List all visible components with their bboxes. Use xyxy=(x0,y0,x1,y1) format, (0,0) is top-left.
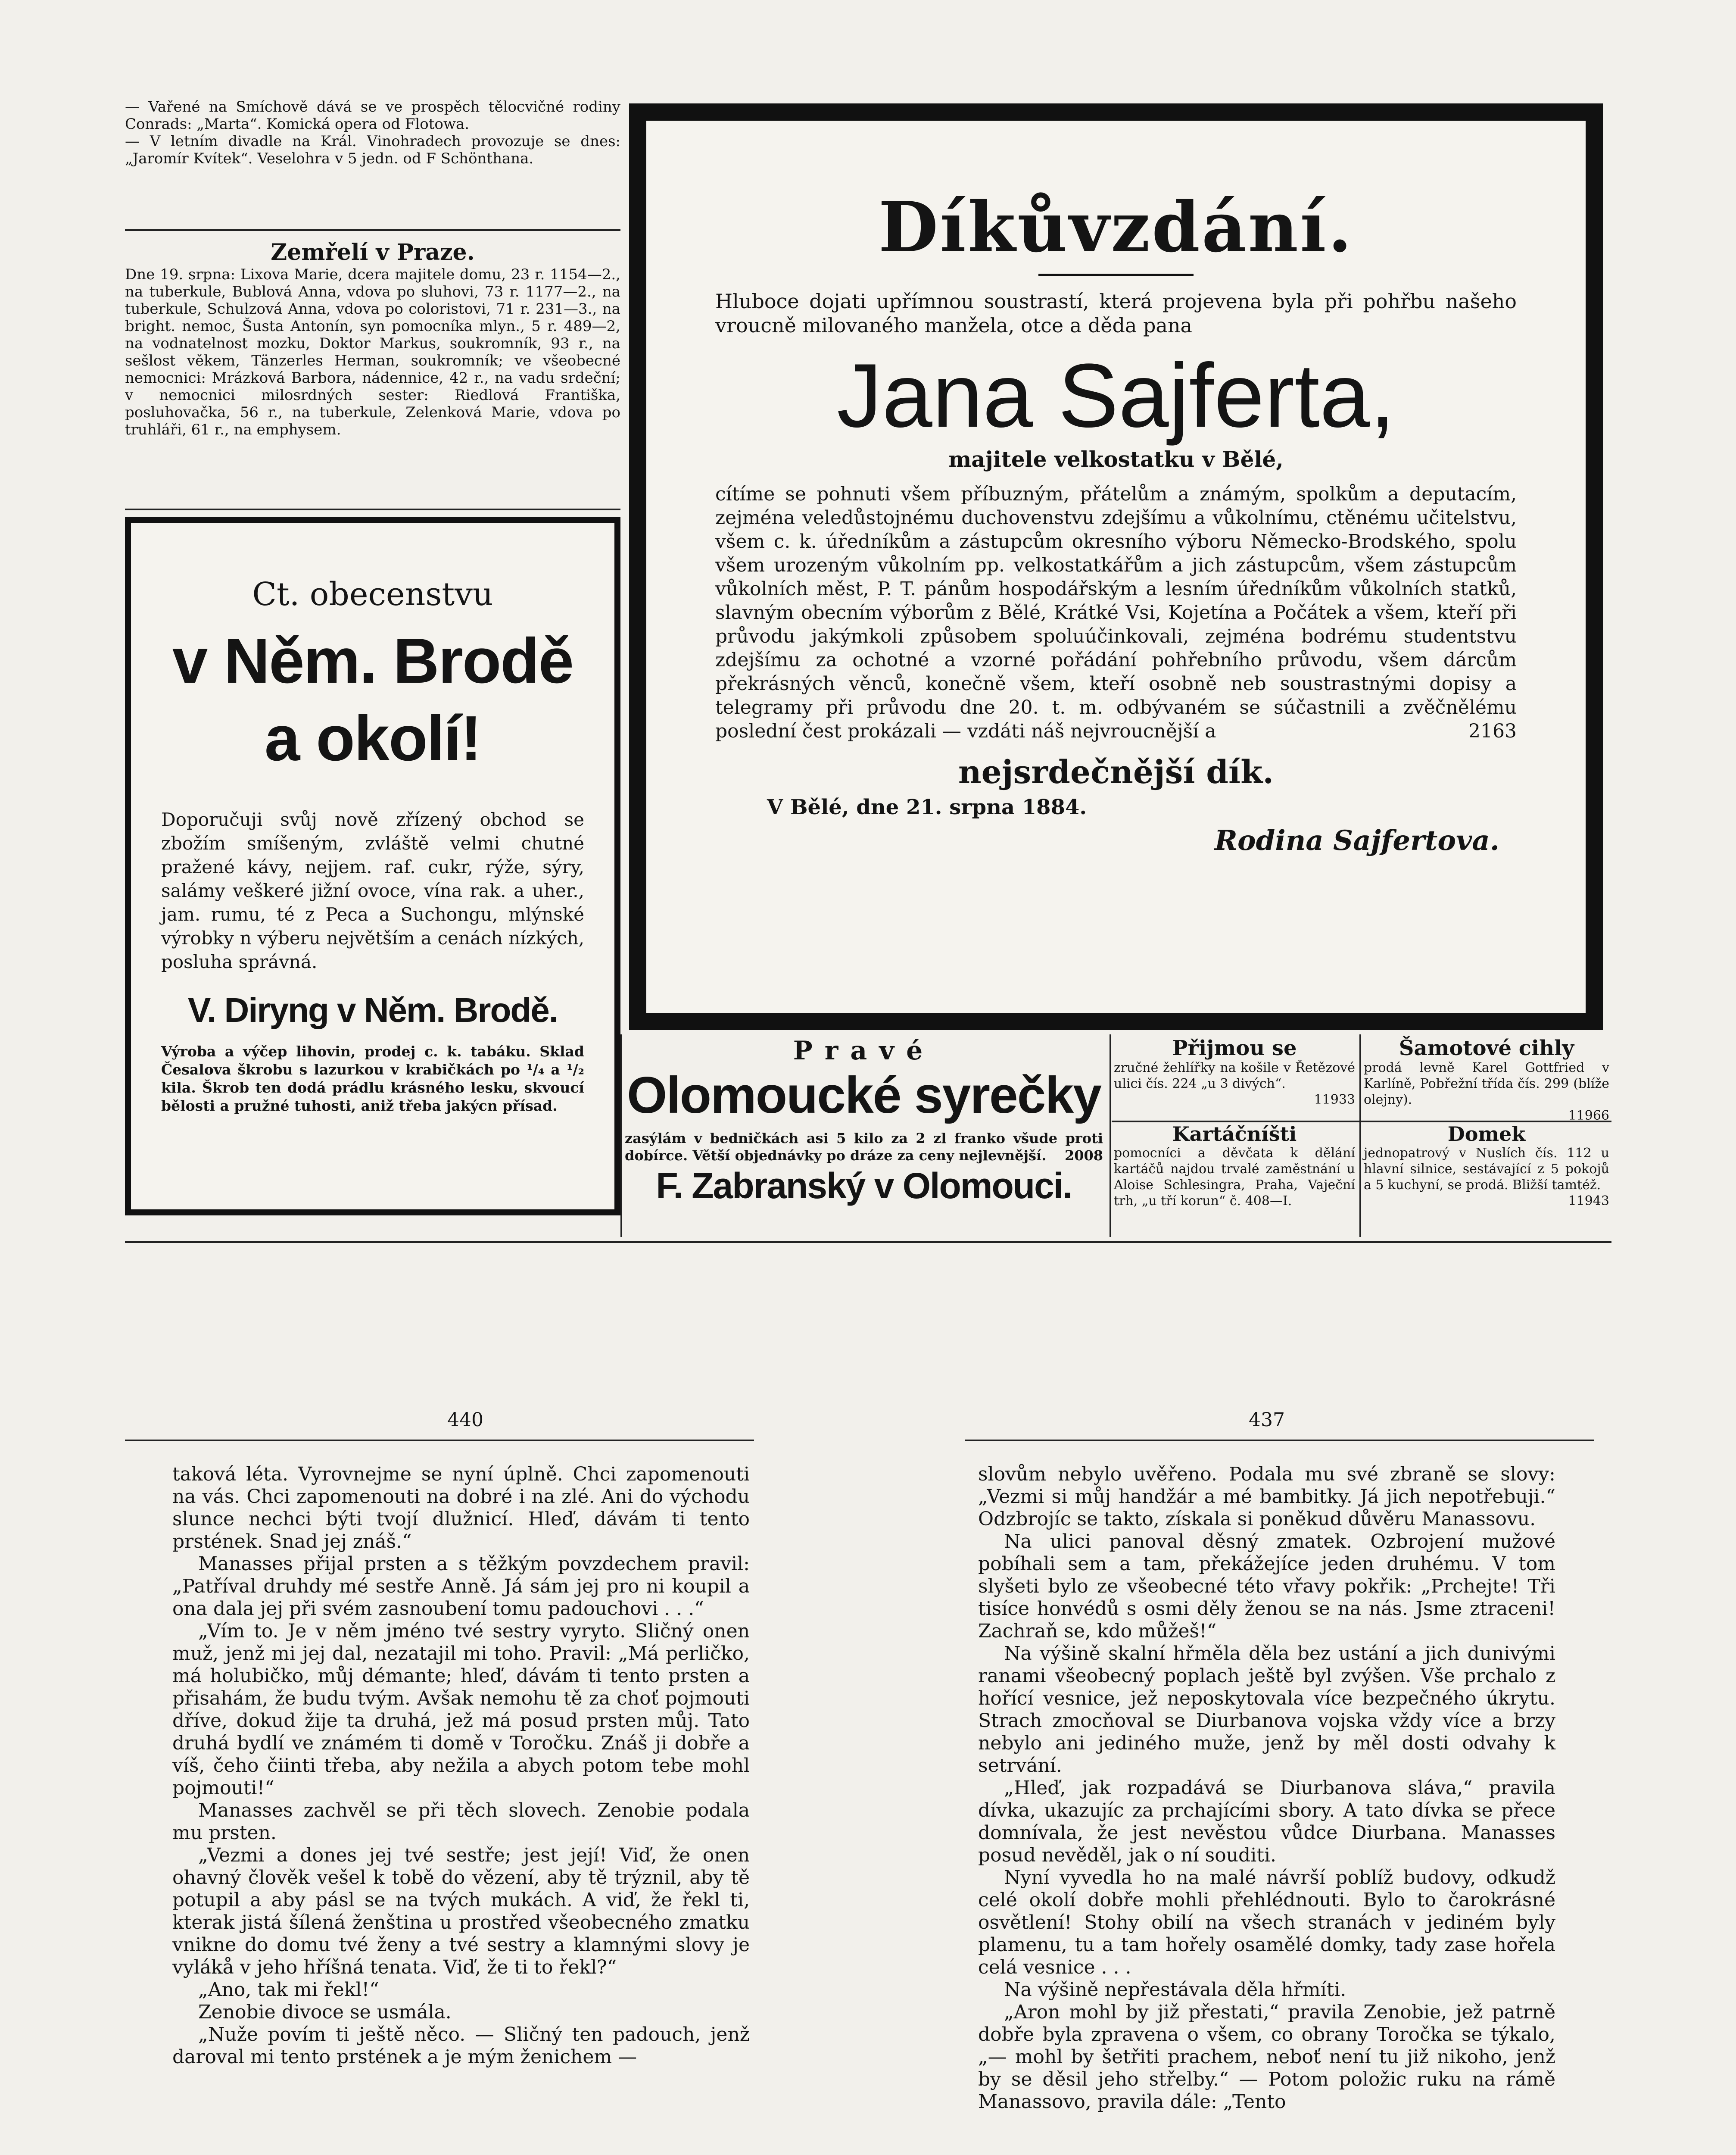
divider xyxy=(125,1440,754,1441)
story-paragraph: Na ulici panoval děsný zmatek. Ozbrojení mužové pobíhali sem a tam, překážejíce jeden druhému. V tom slyšeti bylo ze všeobecné této vřavy pokřik: „Prchejte! Tři tisíce honvédů s osmi děly ženou se na nás. Jsme ztraceni! Zachraň se, kdo můžeš!“ xyxy=(978,1530,1555,1642)
story-paragraph: „Hleď, jak rozpadává se Diurbanova sláva,“ pravila dívka, ukazujíc za prchajícími sbory. A tato dívka se přece domnívala, že jest nevěstou vůdce Diurbana. Manasses posud nevěděl, jak o ní souditi. xyxy=(978,1777,1555,1866)
classified-1 xyxy=(1114,1037,1355,1108)
syrecky-body-text: zasýlám v bedničkách asi 5 kilo za 2 zl franko všude proti dobírce. Větší objednávky po dráze za ceny nejlevnější. xyxy=(625,1130,1103,1164)
deaths-text: Dne 19. srpna: Lixova Marie, dcera majitele domu, 23 r. 1154—2., na tuberkule, Bublová Anna, vdova po sluhovi, 73 r. 1177—2., na tuberkule, Schulzová Anna, vdova po coloristovi, 71 r. 231—3., na bright. nemoc, Šusta Antonín, syn pomocníka mlyn., 5 r. 489—2, na vodnatelnost mozku, Doktor Markus, soukromník, 93 r., na sešlost věkem, Tänzerles Herman, soukromník; ve všeobecné nemocnici: Mrázková Barbora, nádennice, 42 r., na vadu srdeční; v nemocnici milosrdných sester: Riedlová Františka, posluhovačka, 56 r., na tuberkule, Zelenková Marie, vdova po truhláři, 61 r., na emphysem. xyxy=(125,266,620,438)
thanks-code: 2163 xyxy=(1468,720,1517,742)
thanks-title: Díkůvzdání. xyxy=(878,187,1354,268)
thanks-place-date: V Bělé, dne 21. srpna 1884. xyxy=(767,795,1087,819)
thanks-body xyxy=(715,482,1517,743)
syrecky-headline: Olomoucké syrečky xyxy=(627,1066,1101,1124)
notice-smichov: — Vařené na Smíchově dává se ve prospěch tělocvičné rodiny Conrads: „Marta“. Komická opera od Flotowa. xyxy=(125,98,620,133)
classified-title: Přijmou se xyxy=(1172,1036,1297,1060)
ornament-divider xyxy=(1038,274,1194,276)
syrecky-signature: F. Zabranský v Olomouci. xyxy=(656,1165,1072,1206)
theatre-notices xyxy=(125,98,620,167)
ad-greeting: Ct. obecenstvu xyxy=(252,576,493,613)
syrecky-code: 2008 xyxy=(1064,1147,1103,1164)
divider xyxy=(620,1034,622,1237)
story-paragraph: „Vím to. Je v něm jméno tvé sestry vyryto. Sličný onen muž, jenž mi jej dal, nezatajil mi toho. Pravil: „Má perličko, má holubičko, můj démante; hleď, dávám ti tento prsten a přisahám, že budu tvým. Avšak nemohu tě za choť pojmouti dříve, dokud žije ta druhá, jež má posud prsten můj. Tato druhá bydlí ve známém ti domě v Toročku. Znáš ji dobře a víš, čeho čiinti třeba, aby nežila a abych potom tebe mohl pojmouti!“ xyxy=(172,1620,750,1799)
page-number-right: 437 xyxy=(1249,1409,1285,1431)
story-paragraph: Na výšině skalní hřměla děla bez ustání a jich dunivými ranami všeobecný poplach ještě byl zvýšen. Vše prchalo z hořící vesnice, jež neposkytovala více bezpečného úkrytu. Strach zmocňoval se Diurbanova vojska vždy více a brzy nebylo ani jediného muže, jenž by měl dosti odvahy k setrvání. xyxy=(978,1643,1555,1777)
syrecky-body xyxy=(625,1130,1103,1164)
divider xyxy=(965,1440,1594,1441)
deceased-role: majitele velkostatku v Bělé, xyxy=(948,447,1284,472)
deaths-section xyxy=(125,239,620,438)
classified-title: Domek xyxy=(1447,1122,1526,1146)
story-paragraph: Na výšině nepřestávala děla hřmíti. xyxy=(1004,1979,1346,2001)
story-paragraph: Nyní vyvedla ho na malé návrší poblíž budovy, odkudž celé okolí dobře mohli přehlédnouti. Bylo to čarokrásné osvětlení! Stohy obilí na všech stranách v jediném byly plamenu, tu a tam hořely osamělé domky, tady zase hořela celá vesnice . . . xyxy=(978,1867,1555,1978)
story-paragraph: taková léta. Vyrovnejme se nyní úplně. Chci zapomenouti na vás. Chci zapomenouti na dobré i na zlé. Ani do východu slunce nechci býti tvojí dlužnicí. Hleď, dávám ti tento prstének. Snad jej znáš.“ xyxy=(172,1463,750,1552)
divider xyxy=(1110,1034,1111,1237)
divider xyxy=(125,509,620,510)
classified-text: prodá levně Karel Gottfried v Karlíně, Pobřežní třída čís. 299 (blíže olejny). xyxy=(1364,1060,1609,1107)
classified-title: Šamotové cihly xyxy=(1399,1036,1574,1060)
ad-footer: Výroba a výčep lihovin, prodej c. k. tabáku. Sklad Česalova škrobu s lazurkou v krabičkách po ¹/₄ a ¹/₂ kila. Škrob ten dodá prádlu krásného lesku, skvoucí bělosti a pružné tuhosti, aniž třeba jakýcn přísad. xyxy=(161,1043,584,1114)
classified-code: 11933 xyxy=(1314,1092,1355,1107)
thanks-notice xyxy=(629,103,1603,1030)
classified-3 xyxy=(1114,1123,1355,1209)
page-number-left: 440 xyxy=(447,1409,483,1431)
story-paragraph: „Ano, tak mi řekl!“ xyxy=(198,1979,379,2001)
story-paragraph: „Aron mohl by již přestati,“ pravila Zenobie, jež patrně dobře byla zpravena o všem, co obrany Toročka se týkalo, „— mohl by šetřiti prachem, neboť není tu již nikoho, jenž by se děsil jeho střelby.“ — Potom položic ruku na rámě Manassovo, pravila dále: „Tento xyxy=(978,2001,1555,2113)
syrecky-pre: Pravé xyxy=(793,1036,935,1066)
classified-code: 11943 xyxy=(1568,1193,1609,1209)
story-paragraph: „Nuže povím ti ještě něco. — Sličný ten padouch, jenž daroval mi tento prstének a je mým ženichem — xyxy=(172,2024,750,2068)
ad-syrecky xyxy=(625,1037,1103,1235)
divider xyxy=(1359,1034,1361,1237)
story-paragraph: „Vezmi a dones jej tvé sestře; jest její! Viď, že onen ohavný člověk vešel k tobě do vězení, aby tě trýznil, aby tě potupil a aby pásl se na tvých mukách. A viď, že řekl ti, kterak jistá šílená ženština u prostřed všeobecného zmatku vnikne do domu tvé ženy a tvé sestry a klamnými slovy je vylákå v jeho hříšná tenata. Viď, že ti to řekl?“ xyxy=(172,1844,750,1978)
notice-vinohrady: — V letním divadle na Král. Vinohradech provozuje se dnes: „Jaromír Kvítek“. Veselohra v 5 jedn. od F Schönthana. xyxy=(125,133,620,167)
divider xyxy=(125,1241,1611,1243)
classified-4 xyxy=(1364,1123,1609,1209)
story-column-right xyxy=(978,1463,1555,2113)
ad-diryng xyxy=(125,517,620,1215)
ad-body: Doporučuji svůj nově zřízený obchod se zbožím smíšeným, zvláště velmi chutné pražené kávy, nejjem. raf. cukr, rýže, sýry, salámy veškeré jižní ovoce, vína rak. a uher., jam. rumu, té z Peca a Suchongu, mlýnské výrobky n výberu největším a cenách nízkých, posluha správná. xyxy=(161,809,584,972)
classified-title: Kartáčníšti xyxy=(1172,1122,1297,1146)
deaths-title: Zemřelí v Praze. xyxy=(271,239,475,265)
story-column-left xyxy=(172,1463,750,2068)
thanks-signature: Rodina Sajfertova. xyxy=(1214,825,1499,857)
classified-text: jednopatrový v Nuslích čís. 112 u hlavní silnice, sestávající z 5 pokojů a 5 kuchyní, se prodá. Bližší tamtéž. xyxy=(1364,1146,1609,1193)
thanks-closing: nejsrdečnější dík. xyxy=(958,754,1274,791)
classified-text: zručné žehlířky na košile v Řetězové ulici čís. 224 „u 3 divých“. xyxy=(1114,1060,1355,1091)
thanks-intro: Hluboce dojati upřímnou soustrastí, která projevena byla při pohřbu našeho vroucně milovaného manžela, otce a děda pana xyxy=(715,290,1517,337)
divider xyxy=(125,229,620,231)
classified-code: 11966 xyxy=(1568,1108,1609,1123)
story-paragraph: Zenobie divoce se usmála. xyxy=(198,2001,452,2023)
story-paragraph: Manasses přijal prsten a s těžkým povzdechem pravil: „Patříval druhdy mé sestře Anně. Já sám jej pro ni koupil a ona dala jej při svém zasnoubení tomu padouchovi . . .“ xyxy=(172,1553,750,1620)
thanks-body-text: cítíme se pohnuti všem příbuzným, přátelům a známým, spolkům a deputacím, zejména veledůstojnému duchovenstvu zdejšímu a vůkolnímu, ctěnému učitelstvu, všem c. k. úředníkům a zástupcům okresního výboru Německo-Brodského, spolu všem urozeným vůkolním pp. velkostatkářům a jich zástupcům, všem zástupcům vůkolních měst, P. T. pánům hospodářským a lesním úředníkům vůkolních statků, slavným obecním výborům z Bělé, Krátké Vsi, Kojetína a Počátek a všem, kteří při průvodu jakýmkoli způsobem spoluúčinkovali, zejména bodrému studentstvu zdejšímu za ochotné a vzorné pořádání pohřebního průvodu, všem dárcům překrásných věnců, konečně všem, kteří osobně neb soustrastnými dopisy a telegramy při průvodu dne 20. t. m. odbývaném se súčastnili a zvěčnělému poslední čest prokázali — vzdáti náš nejvroucnější a xyxy=(715,483,1517,742)
classified-2 xyxy=(1364,1037,1609,1124)
deceased-name: Jana Sajferta, xyxy=(837,345,1395,446)
story-paragraph: slovům nebylo uvěřeno. Podala mu své zbraně se slovy: „Vezmi si můj handžár a mé bambitky. Já jich nepotřebuji.“ Odzbrojíc se takto, získala si poněkud důvěru Manassovu. xyxy=(978,1463,1555,1530)
ad-headline: v Něm. Brodě a okolí! xyxy=(172,625,573,774)
ad-signature: V. Diryng v Něm. Brodě. xyxy=(188,991,558,1029)
classified-text: pomocníci a děvčata k dělání kartáčů najdou trvalé zaměstnání u Aloise Schlesingra, Praha, Vaječní trh, „u tří korun“ č. 408—I. xyxy=(1114,1146,1355,1209)
story-paragraph: Manasses zachvěl se při těch slovech. Zenobie podala mu prsten. xyxy=(172,1799,750,1844)
